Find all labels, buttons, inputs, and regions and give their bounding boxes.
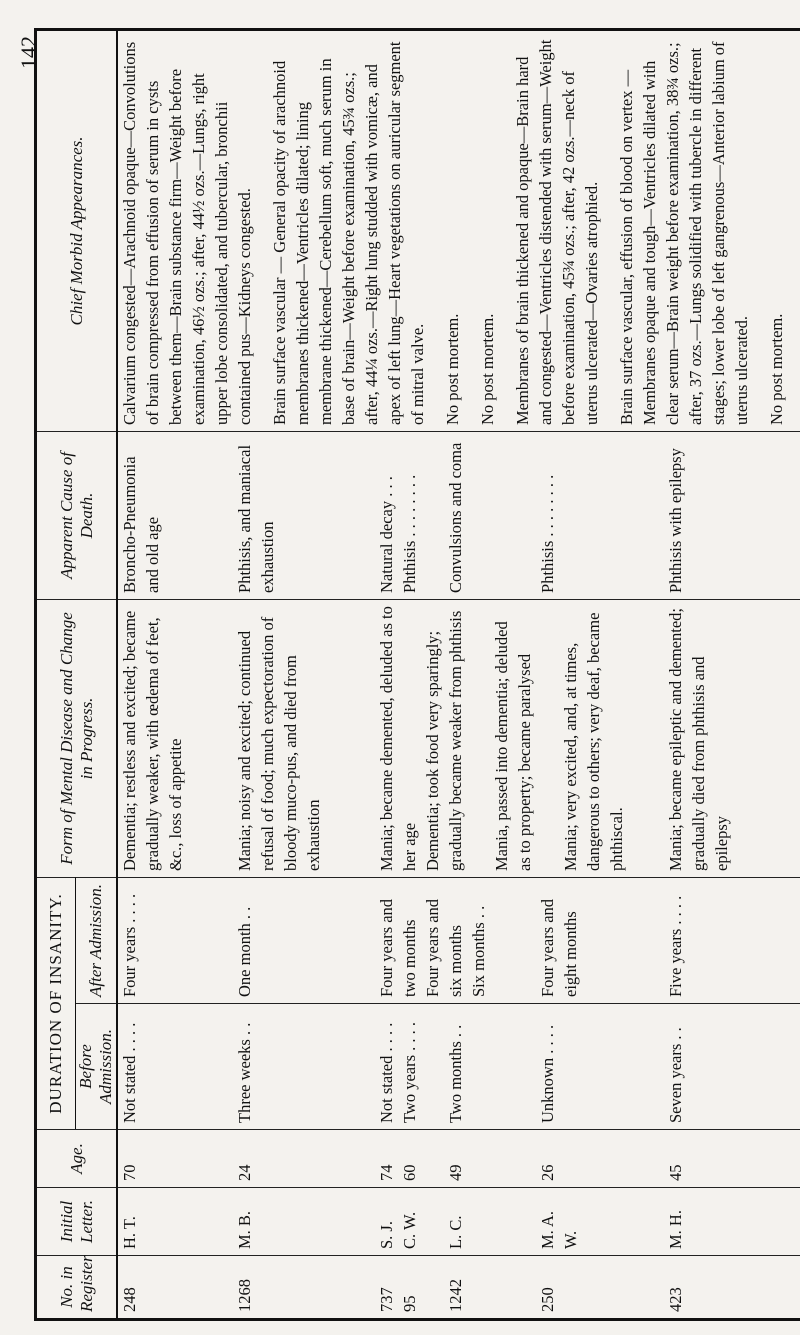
initial-letter: S. J. <box>377 1221 396 1249</box>
age-value: 74 <box>377 1164 396 1181</box>
duration-after-admission: Four years and six months <box>423 898 465 997</box>
duration-before-admission: Three weeks . . <box>235 1022 254 1123</box>
age-value: 60 <box>400 1164 419 1181</box>
cause-of-death: Phthisis . . . . . . . . <box>400 474 419 593</box>
duration-before-admission: Two years . . . . <box>400 1021 419 1123</box>
register-number: 1268 <box>235 1279 254 1312</box>
morbid-appearance: Membranes of brain thickened and opaque—Brain hard and congested—Ventricles distended with serum—Weight before examination, 45¾ ozs.; after, 42 ozs.—neck of uterus ulcerated—Ovaries atrophied. <box>513 39 601 425</box>
cause-of-death: Phthisis with epilepsy <box>666 448 685 593</box>
duration-before-admission: Unknown . . . . <box>538 1024 557 1123</box>
morbid-appearances-column <box>117 29 800 431</box>
duration-before-admission: Not stated . . . . <box>377 1022 396 1123</box>
after-admission-column <box>117 877 800 1003</box>
header-form-of-disease: Form of Mental Disease and Change in Progress. <box>36 599 118 877</box>
cause-of-death: Phthisis, and maniacal exhaustion <box>235 444 277 593</box>
initial-letter: C. W. <box>400 1211 419 1249</box>
initial-letter-column <box>117 1188 800 1256</box>
register-rows <box>117 29 800 1319</box>
before-admission-column <box>117 1004 800 1130</box>
initial-letter: M. B. <box>235 1210 254 1249</box>
cause-of-death: Convulsions and coma <box>446 442 465 593</box>
header-initial-letter: Initial Letter. <box>36 1188 118 1256</box>
duration-before-admission: Seven years . . <box>666 1027 685 1123</box>
header-duration-of-insanity: DURATION OF INSANITY. <box>36 877 76 1129</box>
form-of-disease: Dementia; restless and excited; became gradually weaker, with œdema of feet, &c., loss of appetite <box>120 610 185 871</box>
form-of-disease-column <box>117 599 800 877</box>
morbid-appearance: No post mortem. <box>443 313 462 425</box>
register-number: 248 <box>120 1287 139 1312</box>
form-of-disease: Dementia; took food very sparingly; gradually became weaker from phthisis <box>423 610 465 871</box>
duration-before-admission: Two months . . <box>446 1024 465 1123</box>
initial-letter: M. A. W. <box>538 1210 580 1249</box>
duration-after-admission: Four years and two months <box>377 898 419 997</box>
duration-after-admission: One month . . <box>235 906 254 997</box>
page-number: 142 <box>16 36 41 69</box>
register-number: 1242 <box>446 1279 465 1312</box>
register-number: 250 <box>538 1287 557 1312</box>
header-morbid-appearances: Chief Morbid Appearances. <box>36 29 118 431</box>
initial-letter: L. C. <box>446 1215 465 1249</box>
form-of-disease: Mania; became demented, deluded as to her age <box>377 606 419 871</box>
duration-after-admission: Four years . . . . <box>120 893 139 997</box>
initial-letter: M. H. <box>666 1210 685 1249</box>
form-of-disease: Mania, passed into dementia; deluded as to property; became paralysed <box>492 621 534 871</box>
header-before-admission: Before Admission. <box>76 1004 118 1130</box>
cause-of-death: Phthisis . . . . . . . . <box>538 474 557 593</box>
duration-after-admission: Four years and eight months <box>538 898 580 997</box>
register-number: 423 <box>666 1287 685 1312</box>
header-age: Age. <box>36 1130 118 1188</box>
duration-after-admission: Six months . . <box>469 905 488 997</box>
age-value: 24 <box>235 1164 254 1181</box>
age-value: 26 <box>538 1164 557 1181</box>
morbid-appearance: No post mortem. <box>767 313 786 425</box>
morbid-appearance: Calvarium congested—Arachnoid opaque—Convolutions of brain compressed from effusion of serum in cysts between them—Brain substance firm—Weight before examination, 46½ ozs.; after, 44½ ozs.—Lungs, right upper lobe consolidated, and tubercular, bronchii contained pus—Kidneys congested. <box>120 41 254 425</box>
register-table <box>34 28 800 1321</box>
morbid-appearance: Brain surface vascular, effusion of blood on vertex — Membranes opaque and tough—Ventricles dilated with clear serum—Brain weight before examination, 38¾ ozs.; after, 37 ozs.—Lungs solidified with tubercle in different stages; lower lobe of left gangrenous—Anterior labium of uterus ulcerated. <box>617 41 751 425</box>
morbid-appearance: Brain surface vascular — General opacity of arachnoid membranes thickened—Ventricles dilated; lining membrane thickened—Cerebellum soft, much serum in base of brain—Weight before examination, 45¾ ozs.; after, 44¼ ozs.—Right lung studded with vomicæ, and apex of left lung—Heart vegetations on auricular segment of mitral valve. <box>270 41 427 425</box>
form-of-disease: Mania; became epileptic and demented; gradually died from phthisis and epilepsy <box>666 608 731 871</box>
no-in-register-column <box>117 1256 800 1320</box>
morbid-appearance: No post mortem. <box>478 313 497 425</box>
duration-after-admission: Five years . . . . <box>666 895 685 997</box>
cause-of-death: Broncho-Pneumonia and old age <box>120 456 162 593</box>
duration-before-admission: Not stated . . . . <box>120 1022 139 1123</box>
register-number: 95 <box>400 1295 419 1312</box>
age-column <box>117 1130 800 1188</box>
form-of-disease: Mania; very excited, and, at times, dangerous to others; very deaf, became phthiscal. <box>561 612 626 871</box>
form-of-disease: Mania; noisy and excited; continued refusal of food; much expectoration of bloody muco-pus, and died from exhaustion <box>235 616 323 871</box>
register-number: 737 <box>377 1287 396 1312</box>
age-value: 49 <box>446 1164 465 1181</box>
header-no-in-register: No. in Register <box>36 1256 118 1320</box>
age-value: 45 <box>666 1164 685 1181</box>
cause-of-death-column <box>117 431 800 599</box>
header-after-admission: After Admission. <box>76 877 118 1003</box>
age-value: 70 <box>120 1164 139 1181</box>
cause-of-death: Natural decay . . . <box>377 476 396 593</box>
header-cause-of-death: Apparent Cause of Death. <box>36 431 118 599</box>
initial-letter: H. T. <box>120 1216 139 1249</box>
